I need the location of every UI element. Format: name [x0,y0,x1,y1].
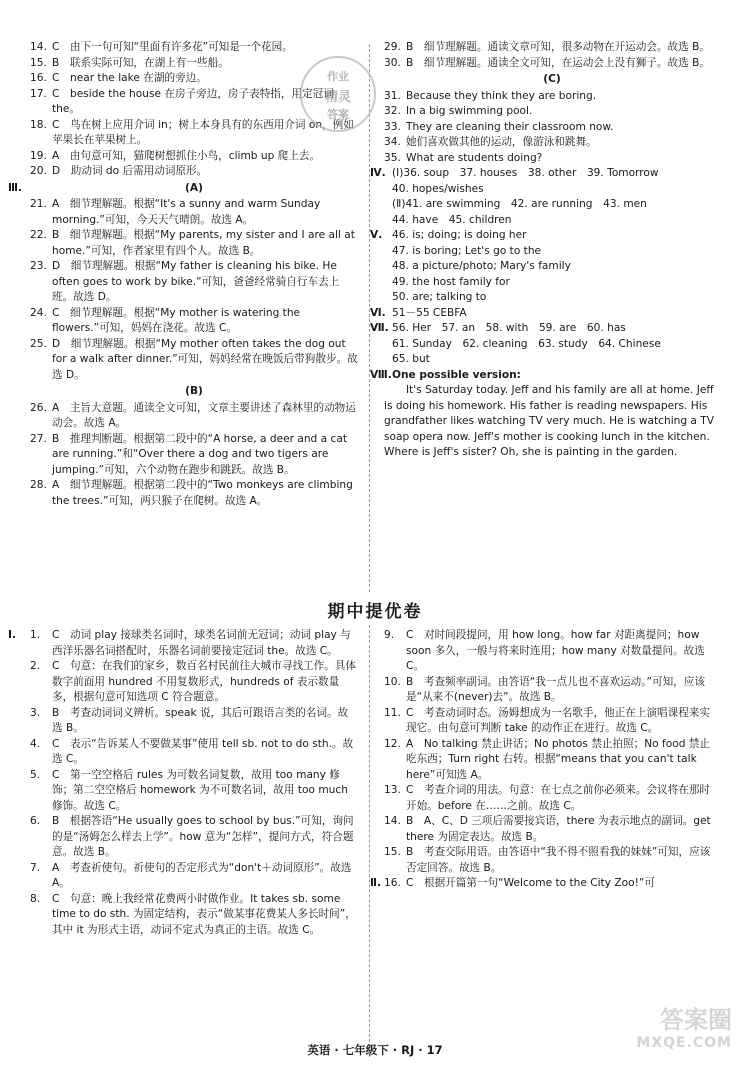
item-text: C 细节理解题。根据“My mother is watering the flowers.”可知，妈妈在浇花。故选 C。 [52,306,301,334]
item-text: A No talking 禁止讲话；No photos 禁止拍照；No food 禁止吃东西；Turn right 右转。根据“means that you can't talk here”可知选 A。 [406,737,710,781]
answer-line: 49. the host family for [392,275,510,288]
item-number: 26. [30,401,47,414]
part-3-numeral: Ⅲ. [8,181,23,194]
homework-stamp: 作业 精灵 答案 [300,56,376,132]
item-number: 1. [30,629,41,641]
column-divider-bottom [369,625,370,1057]
item-number: 23. [30,260,47,272]
part-6-numeral: Ⅵ. [370,306,386,319]
item-text: D 助动词 do 后需用动词原形。 [52,165,208,177]
list-item [384,783,720,814]
list-item [30,628,358,659]
item-text: B 细节理解题。通读全文可知，在运动会上没有狮子。故选 B。 [406,56,710,69]
item-text: B 考查动词词义辨析。speak 说，其后可跟语言类的名词。故选 B。 [52,706,349,734]
item-text: D 细节理解题。根据“My father is cleaning his bike. He often goes to work by bike.”可知，爸爸经常骑自行车去上班。故选 D。 [52,260,340,303]
list-item [30,861,358,892]
list-item [30,306,358,337]
item-number: 13. [384,784,401,796]
item-text: In a big swimming pool. [406,105,533,117]
item-text: C 鸟在树上应用介词 in；树上本身具有的东西用介词 on，例如苹果长在苹果树上。 [52,118,354,146]
part-4-numeral: Ⅳ. [370,167,386,179]
section-title: 期中提优卷 [327,602,423,622]
item-text: B 推理判断题。根据第二段中的“A horse, a deer and a cat are running.”和“Over there a dog and two tigers are jumping.”可知，六个动物在跑步和跳跃。故选 B。 [52,432,347,476]
part-6 [370,306,720,322]
list-item [30,197,358,228]
item-text: A 细节理解题。根据“It's a sunny and warm Sunday morning.”可知，今天天气晴朗。故选 A。 [52,198,321,226]
item-text: C beside the house 在房子旁边，房子表特指，用定冠词 the。 [52,87,334,115]
list-item [384,89,720,105]
item-number: 25. [30,337,47,350]
item-number: 15. [30,56,47,69]
list-item [384,814,720,845]
list-item [384,120,720,136]
item-number: 34. [384,136,401,148]
item-number: 28. [30,479,47,491]
answer-line: 47. is boring; Let's go to the [392,244,542,257]
item-text: C 由下一句可知“里面有许多花”可知是一个花园。 [52,41,293,53]
item-text: C 句意：在我们的家乡，数百名村民前往大城市寻找工作。具体数字前面用 hundred 不用复数形式，hundreds of 表示数量多，根据句意可知选项 C 符合题意。 [52,660,357,703]
list-item [30,659,358,706]
item-text: B 细节理解题。通读文章可知，很多动物在开运动会。故选 B。 [406,41,710,53]
list-item [30,401,358,432]
item-text: C near the lake 在湖的旁边。 [52,72,207,84]
list-item [30,118,358,149]
list-item [30,706,358,737]
item-text: A 由句意可知，猫爬树想抓住小鸟，climb up 爬上去。 [52,149,321,162]
item-number: 4. [30,737,41,750]
site-watermark: 答案圈 MXQE.COM [636,1006,732,1051]
answer-line: 61. Sunday 62. cleaning 63. study 64. Chinese [392,337,661,350]
item-number: 2. [30,660,41,672]
list-item [384,706,720,737]
answer-list-9-15 [384,628,720,876]
item-text: They are cleaning their classroom now. [406,120,614,133]
item-text: B A、C、D 三项后需要接宾语，there 为表示地点的副词。get there 为固定表达。故选 B。 [406,815,711,843]
list-item [384,40,720,56]
answer-list-28-30 [384,40,720,71]
list-item [30,149,358,165]
item-text: B 联系实际可知，在湖上有一些船。 [52,56,229,69]
list-item [30,40,358,56]
item-text: What are students doing? [406,151,543,164]
part-7 [370,321,720,368]
item-text: A 考查祈使句。祈使句的否定形式为“don't＋动词原形”。故选 A。 [52,861,352,889]
right-column-bottom [370,628,720,892]
answer-line: 40. hopes/wishes [392,182,484,195]
answer-line: 65. but [392,353,430,365]
list-item [384,56,720,72]
list-item [384,151,720,167]
answer-line: 46. is; doing; is doing her [392,229,527,241]
part-8 [370,368,720,461]
midterm-part-2 [370,876,720,892]
list-item: 16. C 根据开篇第一句“Welcome to the City Zoo!”可 [384,877,655,889]
list-item [30,737,358,768]
essay-body: It's Saturday today. Jeff and his family are all at home. Jeff is doing his homework. His father is reading newspapers. His grandfather likes watching TV very much. He is watching a TV soap opera now. Jeff's mother is cooking lunch in the kitchen. Where is Jeff's sister? Oh, she is painting in the garden. [384,384,715,458]
part-3 [8,181,358,510]
item-number: 35. [384,151,401,164]
answer-line: 50. are; talking to [392,291,487,303]
item-text: C 动词 play 接球类名词时，球类名词前无冠词；动词 play 与西洋乐器名词搭配时，乐器名词前要接定冠词 the。故选 C。 [52,629,351,657]
item-text: C 考查动词时态。汤姆想成为一名歌手，他正在上演唱课程来实现它。由句意可判断 take 的动作正在进行。故选 C。 [406,706,711,734]
item-text: C 第一空空格后 rules 为可数名词复数，故用 too many 修饰；第二空空格后 homework 为不可数名词，故用 too much 修饰。故选 C。 [52,768,348,812]
item-text: A 主旨大意题。通读全文可知，文章主要讲述了森林里的动物运动会。故选 A。 [52,401,356,429]
item-number: 30. [384,56,401,69]
list-item [30,228,358,259]
list-item [384,737,720,784]
item-text: B 根据答语“He usually goes to school by bus.”可知，询问的是“汤姆怎么样去上学”。how 意为“怎样”，提问方式，符合题意。故选 B。 [52,815,354,858]
item-number: 31. [384,89,401,102]
left-column-bottom [8,628,358,938]
midterm-part-2-numeral: Ⅱ. [370,877,382,889]
list-item [30,814,358,861]
item-number: 22. [30,229,47,241]
sub-heading-c: (C) [543,73,561,85]
list-item [30,892,358,939]
item-number: 5. [30,768,41,781]
list-item [384,135,720,151]
sub-heading-a: (A) [185,181,203,194]
list-item [384,845,720,876]
item-text: B 考查频率副词。由答语“我一点儿也不喜欢运动。”可知，应该是“从来不(never)去”。故选 B。 [406,675,705,703]
part-5-numeral: Ⅴ. [370,229,383,241]
part-4 [370,166,720,228]
item-text: B 考查交际用语。由答语中“我不得不照看我的妹妹”可知，应该否定回答。故选 B。 [406,846,711,874]
item-number: 12. [384,737,401,750]
item-number: 24. [30,306,47,319]
list-item [30,259,358,306]
item-number: 33. [384,120,401,133]
midterm-part-1-numeral: Ⅰ. [8,629,16,641]
item-number: 16. [30,72,47,84]
list-item [384,628,720,675]
item-number: 19. [30,149,47,162]
item-text: 她们喜欢做其他的运动，像游泳和跳舞。 [406,136,597,148]
item-number: 7. [30,861,41,874]
item-text: C 表示“告诉某人不要做某事”使用 tell sb. not to do sth.。故选 C。 [52,737,354,765]
answer-list-1-8 [30,628,358,938]
item-number: 32. [384,105,401,117]
item-number: 20. [30,165,47,177]
list-item [384,675,720,706]
answer-line: (Ⅱ)41. are swimming 42. are running 43. men [392,198,647,210]
list-item [30,164,358,180]
item-number: 11. [384,706,401,719]
item-number: 15. [384,846,401,858]
sub-heading-b: (B) [185,385,203,397]
item-number: 29. [384,41,401,53]
item-number: 10. [384,675,401,688]
right-column-top [370,40,720,461]
item-number: 18. [30,118,47,131]
item-number: 14. [30,41,47,53]
item-text: Because they think they are boring. [406,89,597,102]
item-number: 8. [30,892,41,905]
item-text: A 细节理解题。根据第二段中的“Two monkeys are climbing the trees.”可知，两只猴子在爬树。故选 A。 [52,479,353,507]
item-number: 6. [30,815,41,827]
item-number: 21. [30,198,47,210]
list-item [30,768,358,815]
part-5 [370,228,720,306]
essay-heading: One possible version: [392,368,521,381]
part-6-answer: 51－55 CEBFA [392,306,467,319]
item-number: 17. [30,87,47,100]
item-text: D 细节理解题。根据“My mother often takes the dog out for a walk after dinner.”可知，妈妈经常在晚饭后带狗散步。故选 D。 [52,337,358,381]
answer-line: (Ⅰ)36. soup 37. houses 38. other 39. Tomorrow [392,167,659,179]
answer-line: 44. have 45. children [392,213,512,226]
list-item [30,432,358,479]
item-number: 3. [30,706,41,719]
item-text: C 考查介词的用法。句意：在七点之前你必须来。会议将在那时开始。before 在……之前。故选 C。 [406,784,711,812]
list-item [30,337,358,384]
list-item [384,104,720,120]
item-text: C 句意：晚上我经常花费两小时做作业。It takes sb. some time to do sth. 为固定结构，表示“做某事花费某人多长时间”，其中 it 为形式主语，动词不定式为真正的主语。故选 C。 [52,892,356,936]
answer-line: 56. Her 57. an 58. with 59. are 60. has [392,322,626,334]
answer-list-31-35 [384,89,720,167]
page-footer: 英语 · 七年级下 · RJ · 17 [307,1043,443,1057]
part-7-numeral: Ⅶ. [370,322,389,334]
item-text: B 细节理解题。根据“My parents, my sister and I are all at home.”可知，作者家里有四个人。故选 B。 [52,229,355,257]
midterm-part-1 [8,628,358,938]
answer-line: 48. a picture/photo; Mary's family [392,260,571,272]
item-number: 9. [384,629,395,641]
item-number: 14. [384,815,401,827]
part-8-numeral: Ⅷ. [370,368,392,381]
answer-list-21-25 [30,197,358,383]
answer-list-26-28 [30,401,358,510]
list-item [30,478,358,509]
item-text: C 对时间段提问，用 how long。how far 对距离提问；how soon 多久，一般与将来时连用；how many 对数量提问。故选 C。 [406,629,705,672]
item-number: 27. [30,432,47,445]
